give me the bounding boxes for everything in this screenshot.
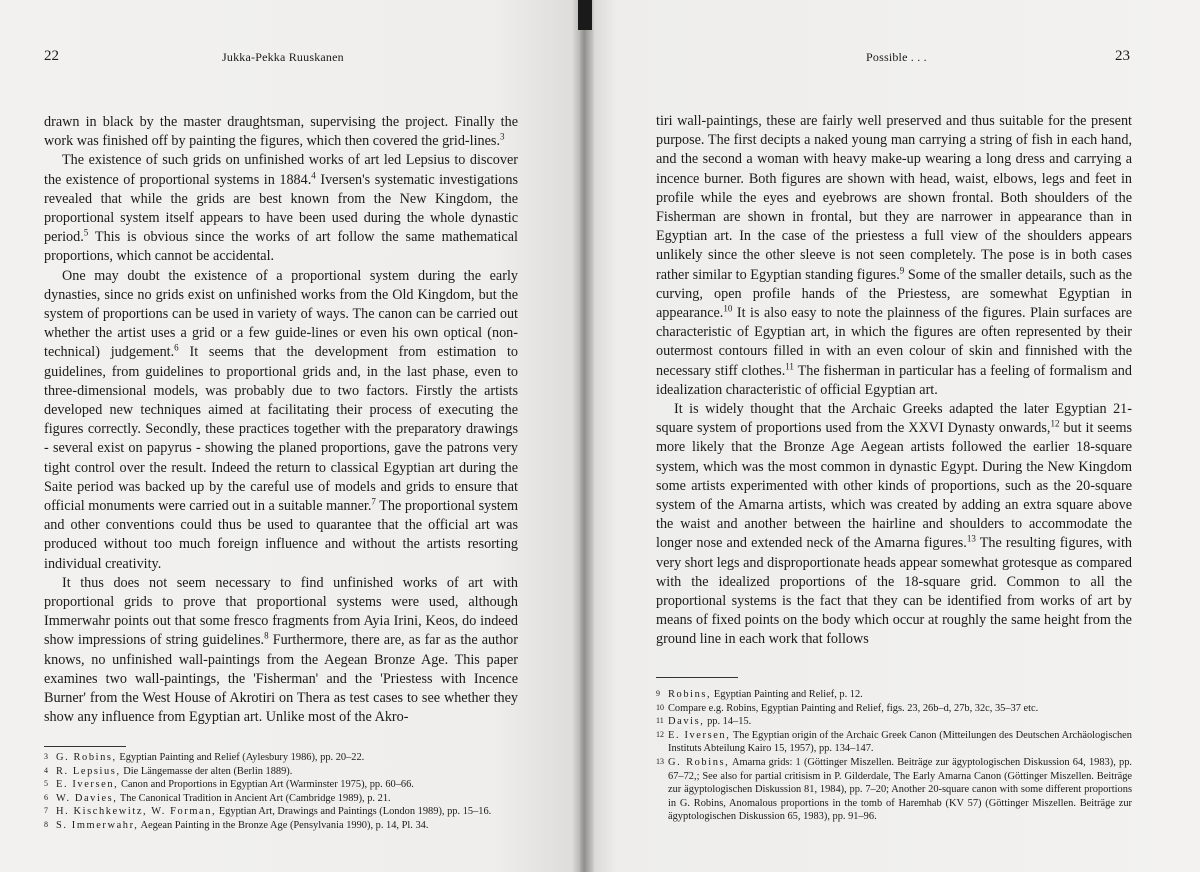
footnote: 5 E. Iversen, Canon and Proportions in Egyptian Art (Warminster 1975), pp. 60–66. (44, 779, 414, 791)
paragraph: It thus does not seem necessary to find unfinished works of art with proportional grids to prove that proportional systems were used, although Immerwahr points out that some fresco fragments from Ayia Irini, Keos, do indeed show impressions of string guidelines.$^8$ Furthermore, there are, as far as the author knows, no unfinished wall-paintings from the Aegean Bronze Age. This paper examines two wall-paintings, the 'Fisherman' and the 'Priestess with Incence Burner' from the West House of Akrotiri on Thera as test cases to see whether they show any influence from Egyptian art. Unlike most of the Akro- (44, 574, 518, 726)
left-page (0, 0, 580, 872)
paragraph: tiri wall-paintings, these are fairly well preserved and thus suitable for the present purpose. The first decipts a naked young man carrying a string of fish in each hand, and the second a woman with heavy make-up wearing a long dress and carrying a incence burner. Both figures are shown with head, waist, elbows, legs and feet in profile while the eyes and eyebrows are shown frontal. Both shoulders of the Fisherman are shown in frontal, but they are narrower in appearance than in Egyptian art. In the case of the priestess a full view of the shoulders appears unlikely since the other sleeve is not seen completely. The pose is in both cases rather similar to Egyptian standing figures.$^9$ Some of the smaller details, such as the curving, open profile hands of the Priestess, are somewhat Egyptian in appearance.$^{10}$ It is also easy to note the plainness of the figures. Plain surfaces are characteristic of Egyptian art, in which the figures are often represented by their outermost contours filled in with an even colour of skin and finnished with the necessary stiff clothes.$^{11}$ The fisherman in particular has a feeling of formalism and idealization characteristic of official Egyptian art. (656, 113, 1133, 398)
footnote: 7 H. Kischkewitz, W. Forman, Egyptian Art, Drawings and Paintings (London 1989), pp. 15–16. (44, 806, 492, 818)
paragraph: The existence of such grids on unfinished works of art led Lepsius to discover the existence of proportional systems in 1884.$^4$ Iversen's systematic investigations revealed that while the grids are best known from the New Kingdom, the proportional system itself appears to have been used during the whole dynastic period.$^5$ This is obvious since the works of art follow the same mathematical proportions, which cannot be accidental. (44, 152, 518, 265)
body-text (44, 113, 518, 728)
footnote: 4 R. Lepsius, Die Längemasse der alten (Berlin 1889). (44, 765, 293, 777)
footnote: 12 E. Iversen, The Egyptian origin of the Archaic Greek Canon (Mitteilungen des Deutschen Archäologischen Instituts Abteilung Kairo 15, 1957), pp. 134–147. (656, 729, 1132, 755)
footnote: 11 Davis, pp. 14–15. (656, 716, 752, 728)
footnote-rule (44, 746, 126, 747)
footnote: 3 G. Robins, Egyptian Painting and Relief (Aylesbury 1986), pp. 20–22. (44, 752, 365, 763)
running-head: Jukka-Pekka Ruuskanen (222, 50, 344, 64)
footnote: 9 Robins, Egyptian Painting and Relief, p. 12. (656, 689, 863, 700)
footnotes (656, 688, 1132, 824)
page-number: 23 (1115, 48, 1130, 64)
footnote: 13 G. Robins, Amarna grids: 1 (Göttinger Miszellen. Beiträge zur ägyptologischen Diskussion 64, 1983), pp. 67–72,; See also for partial critisism in P. Gilderdale, The Early Amarna Canon (Göttinger Miszellen. Beiträge zur ägyptologischen Diskussion 81, 1984), pp. 7–20; Another 20-square canon with some different proportions in G. Robins, Anomalous proportions in the tomb of Haremhab (KV 57) (Göttinger Miszellen. Beiträge zur ägyptologischen Diskussion 65, 1983), pp. 91–96. (656, 756, 1133, 823)
paragraph: One may doubt the existence of a proportional system during the early dynasties, since no grids exist on unfinished works from the Old Kingdom, but the system of proportions can be used in variety of ways. The canon can be carried out whether the artist uses a grid or a few guide-lines or even his own optical (non-technical) judgement.$^6$ It seems that the development from estimation to guidelines, from guidelines to proportional grids and, in the last phase, even to three-dimensional models, was probably due to two factors. Firstly the artists developed new techniques aimed at facilitating their process of executing the figures correctly. Secondly, these practices together with the preparatory drawings - several exist on papyrus - showing the planed proportions, gave the patrons very tight control over the result. Indeed the return to classical Egyptian art during the Saite period was backed up by the careful use of models and grids to ensure that official monuments were carried out in a suitable manner.$^7$ The proportional system and other conventions could thus be used to quarantee that the official art was produced without too much foreign influence and without the artists resorting individual creativity. (44, 267, 518, 572)
footnote: 6 W. Davies, The Canonical Tradition in Ancient Art (Cambridge 1989), p. 21. (44, 792, 391, 804)
footnote: 8 S. Immerwahr, Aegean Painting in the Bronze Age (Pensylvania 1990), p. 14, Pl. 34. (44, 819, 429, 831)
right-page (580, 0, 1200, 872)
page-number: 22 (44, 48, 59, 64)
footnote-rule (656, 677, 738, 678)
footnotes (44, 751, 518, 833)
footnote: 10 Compare e.g. Robins, Egyptian Painting and Relief, figs. 23, 26b–d, 27b, 32c, 35–37 etc. (656, 702, 1039, 714)
paragraph: drawn in black by the master draughtsman, supervising the project. Finally the work was finished off by painting the figures, which then covered the grid-lines.$^3$ (44, 114, 518, 150)
body-text (656, 112, 1132, 650)
paragraph: It is widely thought that the Archaic Greeks adapted the later Egyptian 21-square system of proportions used from the XXVI Dynasty onwards,$^{12}$ but it seems more likely that the Bronze Age Aegean artists followed the earlier 18-square system, which was the most common in dynastic Egypt. During the New Kingdom some artists experimented with other kinds of proportions, such as the 20-square system of the Amarna artists, which was created by adding an extra square above the waist and another between the hairline and shoulders to accommodate the longer nose and extended neck of the Amarna figures.$^{13}$ The resulting figures, with very short legs and disproportionate heads appear somewhat grotesque as compared with the idealized proportions of the 18-square grid. Common to all the proportional systems is the fact that they can be identified from works of art by means of fixed points on the body which occur at roughly the same height from the ground line in each work that follows (656, 401, 1133, 648)
running-head: Possible . . . (866, 50, 927, 64)
